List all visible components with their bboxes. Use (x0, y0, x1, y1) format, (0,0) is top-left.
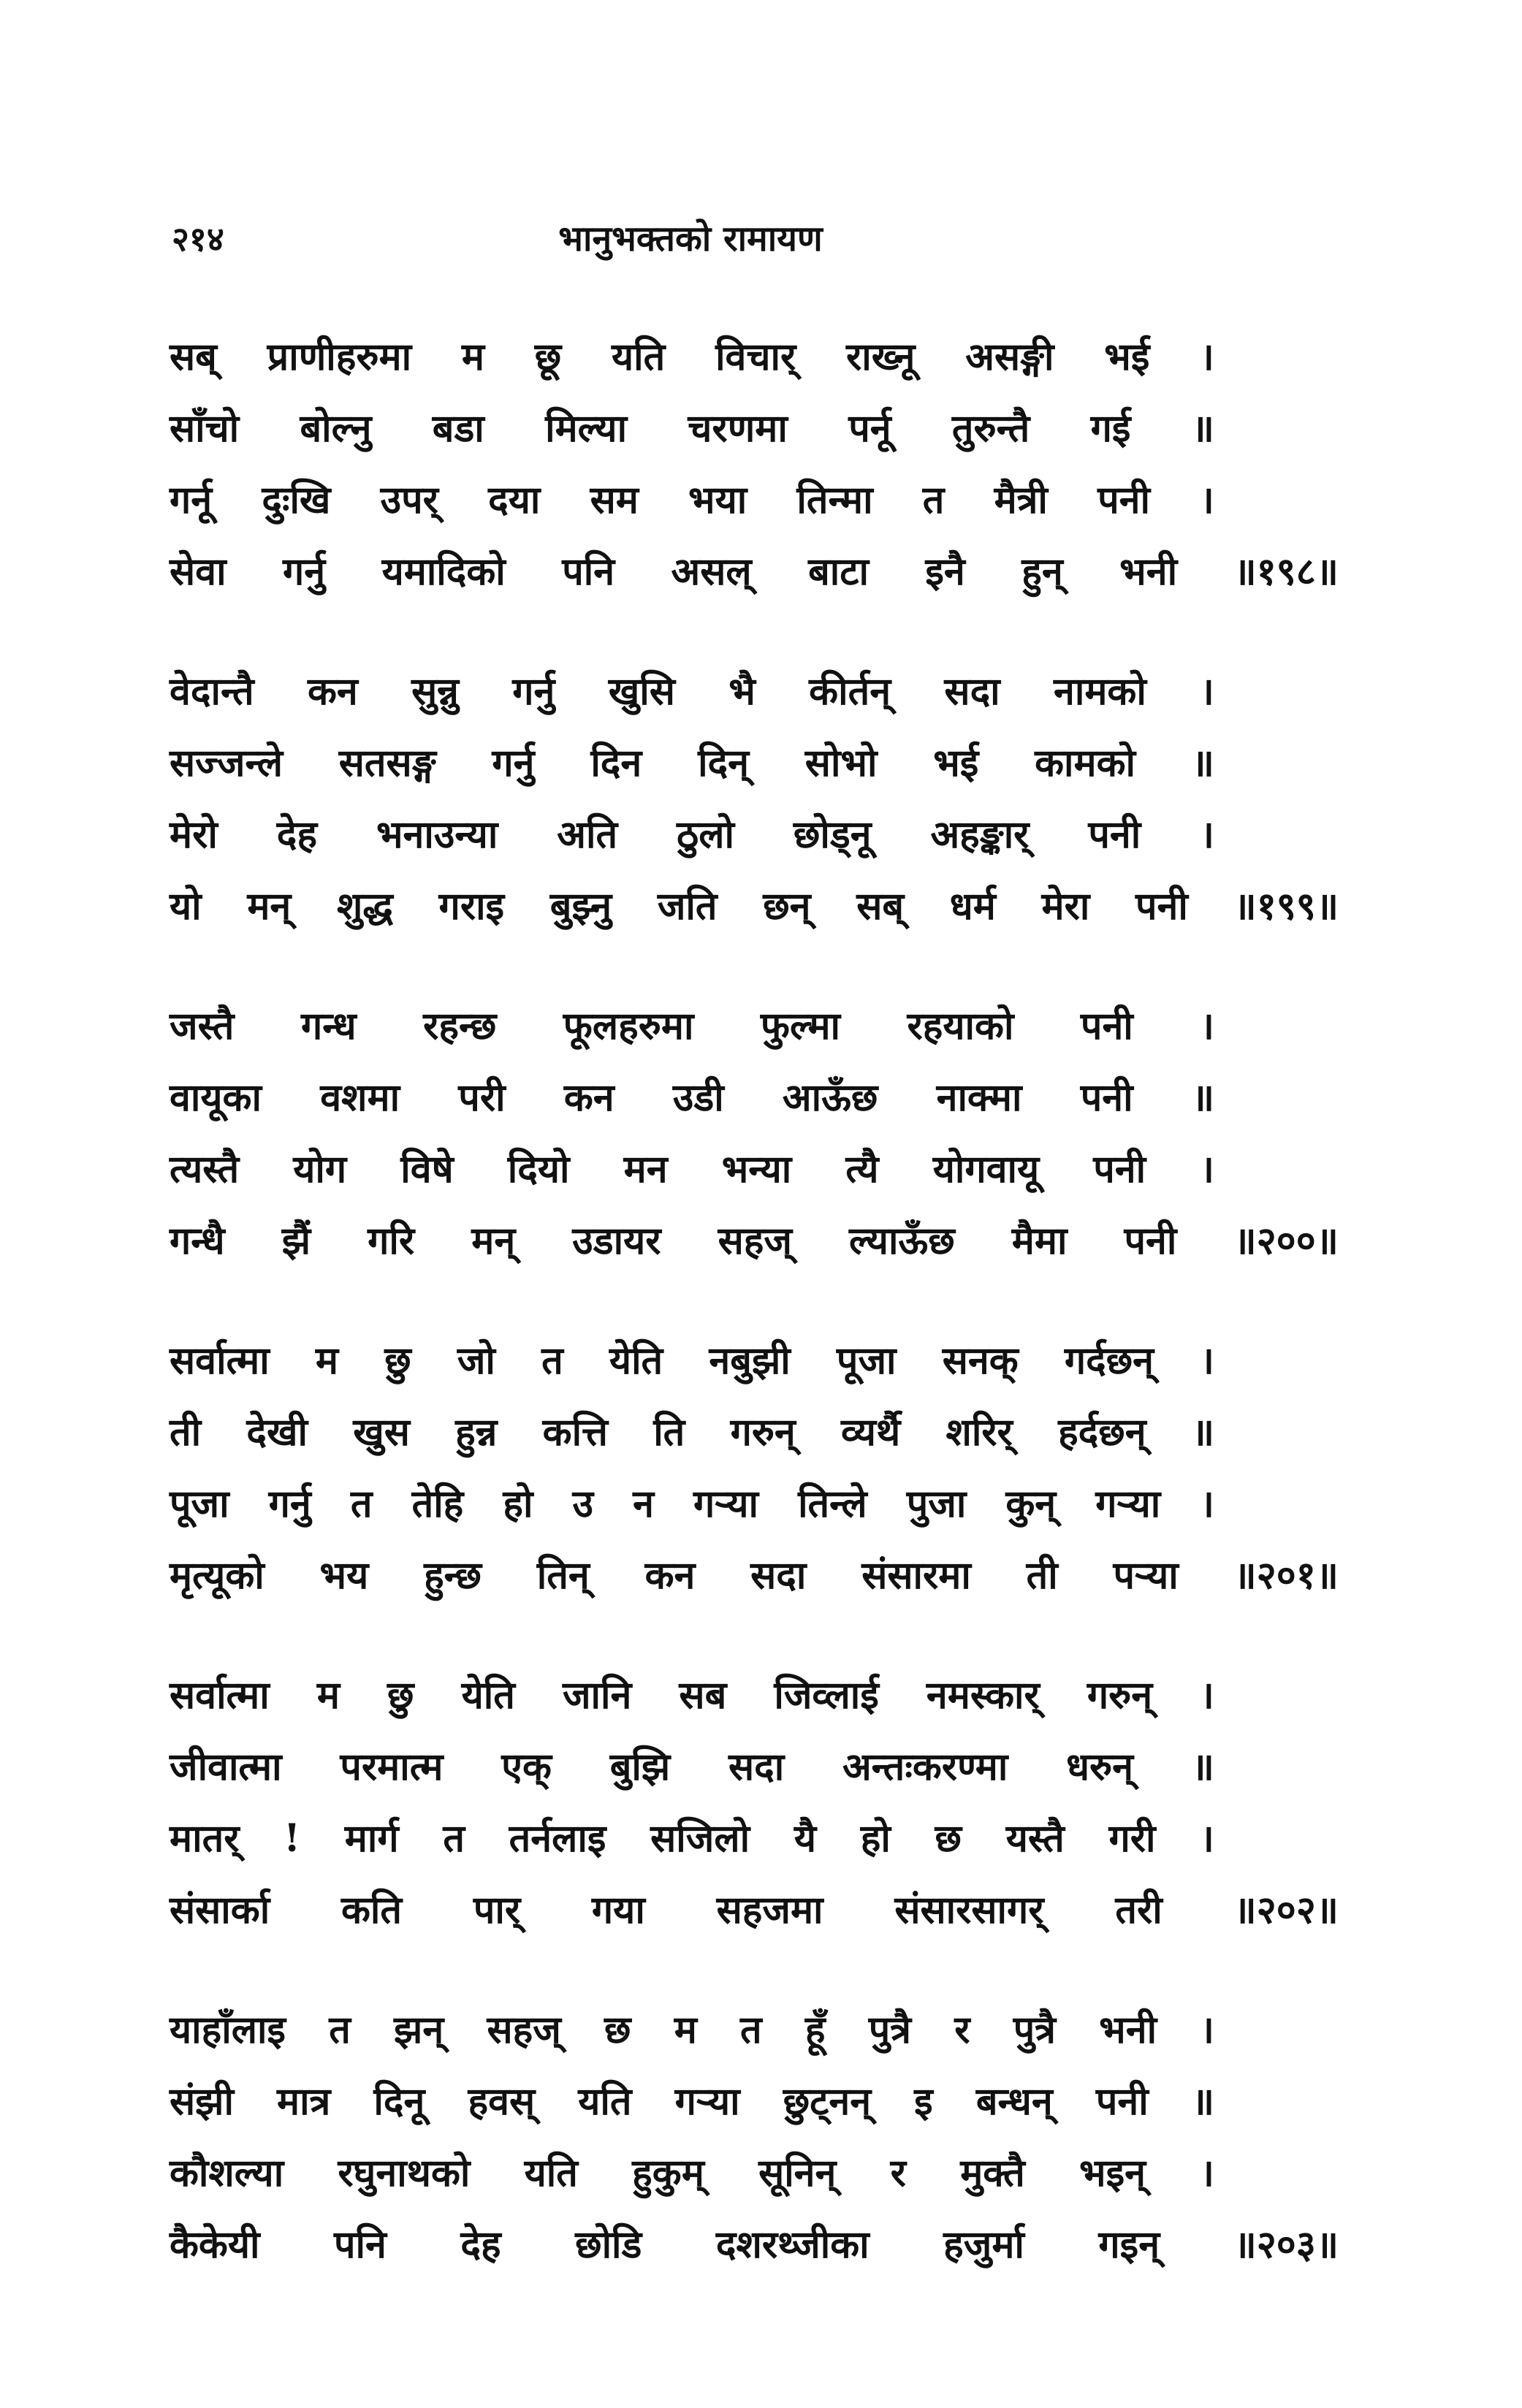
verse-word: बाटा (808, 549, 869, 594)
verse-line (170, 1994, 1214, 2066)
verse-word: फूलहरुमा (563, 1004, 694, 1048)
verse-word: देह (276, 812, 318, 857)
verse-word: सदा (750, 1553, 807, 1598)
verse-word: दुःखि (262, 478, 331, 522)
verse-line (170, 1468, 1214, 1540)
verse-word: इ (914, 2079, 933, 2124)
verse-word: जीवात्मा (170, 1745, 282, 1789)
verse-word: यमादिको (381, 549, 506, 594)
verse-word: गर्‍या (693, 1482, 758, 1526)
stanza-201 (170, 1325, 1339, 1612)
verse-word: त (922, 478, 945, 522)
verse-word: सज्जन्ले (170, 741, 283, 785)
verse-word: ॥ (1191, 2079, 1214, 2124)
verse-word: यति (578, 2079, 632, 2124)
verse-word: र (954, 2008, 970, 2052)
verse-word: गई (1090, 406, 1131, 451)
verse-word: भइन् (1079, 2151, 1146, 2195)
verse-word: हुकुम् (632, 2151, 704, 2195)
stanza-203 (170, 1994, 1339, 2281)
verse-word: यो (170, 884, 202, 929)
verse-word: गराइ (438, 884, 505, 929)
stanza-202 (170, 1660, 1339, 1946)
verse-word: रहन्छ (423, 1004, 497, 1048)
verse-word: गरि (368, 1219, 415, 1263)
verse-word: भनी (1099, 2008, 1157, 2052)
verse-line (170, 1062, 1214, 1134)
verse-word: योग (293, 1147, 347, 1192)
verse-word: छोड्नू (793, 812, 872, 857)
verse-word: गरुन् (1087, 1673, 1153, 1718)
verse-word: छ (935, 1816, 962, 1861)
verse-word: परी (458, 1075, 506, 1120)
verse-word: सहजमा (716, 1888, 823, 1932)
verse-word: । (1200, 669, 1214, 714)
page-number: २१४ (172, 219, 224, 259)
verse-line (170, 465, 1214, 536)
verse-word: ॥ (1191, 1745, 1214, 1789)
verse-word: हर्दछन् (1058, 1410, 1146, 1455)
verse-word: मेरा (1041, 884, 1090, 929)
verse-word: मैत्री (994, 478, 1048, 522)
verse-word: पनी (1097, 478, 1150, 522)
verse-word: ल्याऊँछ (849, 1219, 955, 1263)
verse-word: उडी (672, 1075, 724, 1120)
verse-word: सहज् (718, 1219, 792, 1263)
verse-word: त (740, 2008, 762, 2052)
verse-word: गर्नु (512, 669, 555, 714)
verse-word: । (1200, 1673, 1214, 1718)
verse-line-numbered (170, 1205, 1339, 1277)
verse-word: धर्म (949, 884, 996, 929)
verse-word: हुन्छ (424, 1553, 482, 1598)
verse-word: त्यस्तै (170, 1147, 240, 1192)
verse-word: सब (679, 1673, 727, 1718)
verse-word: गन्ध (300, 1004, 357, 1048)
verse-line (170, 1397, 1214, 1468)
verse-word: असङ्गी (965, 335, 1054, 379)
verse-word: गर्नु (282, 549, 326, 594)
verse-word: सदा (728, 1745, 785, 1789)
verse-word: हो (503, 1482, 533, 1526)
verse-word: गइन् (1098, 2222, 1160, 2267)
verse-word: दशरथ्जीका (715, 2222, 870, 2267)
verse-word: संसार्का (170, 1888, 270, 1932)
verse-word: इनै (925, 549, 965, 594)
verse-word: देह (460, 2222, 501, 2267)
verse-word: राख्नू (846, 335, 916, 379)
verse-word: बोल्नु (300, 406, 372, 451)
verse-word: ॥२०१॥ (1233, 1553, 1339, 1598)
verse-word: कुन् (1005, 1482, 1057, 1526)
verse-word: । (1200, 1004, 1214, 1048)
verse-word: हवस् (468, 2079, 536, 2124)
verse-word: भया (688, 478, 747, 522)
verse-word: नबुझी (709, 1338, 791, 1383)
verse-word: तिन्ले (798, 1482, 867, 1526)
verse-word: मन (623, 1147, 668, 1192)
verse-word: यस्तै (1005, 1816, 1065, 1861)
verse-word: जानि (562, 1673, 632, 1718)
verse-word: वशमा (320, 1075, 400, 1120)
verse-word: शरिर् (945, 1410, 1013, 1455)
verse-line-numbered (170, 536, 1339, 608)
verse-line (170, 2066, 1214, 2138)
verse-word: नाक्मा (936, 1075, 1022, 1120)
verse-word: पुत्रै (1013, 2008, 1056, 2052)
verse-word: । (1200, 2151, 1214, 2195)
verse-word: गरी (1108, 1816, 1156, 1861)
verse-word: याहाँलाइ (170, 2008, 286, 2052)
verse-word: ॥२०२॥ (1233, 1888, 1339, 1932)
verse-line-numbered (170, 2209, 1339, 2281)
verse-word: कति (340, 1888, 403, 1932)
verse-word: झैं (281, 1219, 311, 1263)
verse-word: आऊँछ (782, 1075, 878, 1120)
verse-word: ॥१९९॥ (1233, 884, 1339, 929)
verse-word: असल् (671, 549, 752, 594)
verse-word: अति (557, 812, 618, 857)
verse-word: साँचो (170, 406, 240, 451)
verse-word: मन् (247, 884, 292, 929)
verse-word: कन (644, 1553, 696, 1598)
verse-word: गरुन् (730, 1410, 796, 1455)
verse-word: सुन्नु (411, 669, 459, 714)
verse-word: पनी (1088, 812, 1141, 857)
verse-line (170, 1731, 1214, 1803)
verse-word: नमस्कार् (926, 1673, 1040, 1718)
verse-word: वेदान्तै (170, 669, 254, 714)
verse-line (170, 656, 1214, 728)
verse-word: रघुनाथको (338, 2151, 471, 2195)
verse-word: विषे (400, 1147, 454, 1192)
verse-word: त (329, 2008, 351, 2052)
verse-word: खुस (353, 1410, 410, 1455)
verse-word: हो (860, 1816, 891, 1861)
verse-line (170, 1134, 1214, 1205)
verse-line-numbered (170, 871, 1339, 942)
verse-word: दिन् (698, 741, 750, 785)
verse-word: व्यर्थै (841, 1410, 901, 1455)
verse-word: पनी (1080, 1075, 1133, 1120)
verse-word: गन्धै (170, 1219, 225, 1263)
verse-word: सर्वात्मा (170, 1673, 270, 1718)
verse-word: ॥१९८॥ (1233, 549, 1339, 594)
verse-word: म (461, 335, 484, 379)
verse-word: पनी (1124, 1219, 1177, 1263)
verse-word: भनी (1119, 549, 1178, 594)
verse-word: पनि (334, 2222, 387, 2267)
verse-word: बडा (432, 406, 484, 451)
verse-word: तेहि (411, 1482, 464, 1526)
verse-word: परमात्म (340, 1745, 444, 1789)
stanza-200 (170, 991, 1339, 1277)
verse-word: ती (1026, 1553, 1058, 1598)
verse-word: येति (461, 1673, 515, 1718)
verse-word: कत्ति (542, 1410, 608, 1455)
verse-word: उडायर (572, 1219, 661, 1263)
verse-word: सब् (170, 335, 217, 379)
verse-word: गर्‍या (674, 2079, 740, 2124)
verse-word: बुझि (609, 1745, 671, 1789)
verse-word: । (1200, 335, 1214, 379)
verse-word: मृत्यूको (170, 1553, 265, 1598)
verse-word: म (316, 1673, 340, 1718)
verse-word: छ (604, 2008, 631, 2052)
verse-word: पनी (1135, 884, 1188, 929)
verse-word: म (674, 2008, 697, 2052)
verse-word: । (1200, 812, 1214, 857)
verse-word: सनक् (942, 1338, 1019, 1383)
verse-word: । (1200, 478, 1214, 522)
verse-word: हूँ (804, 2008, 826, 2052)
verse-word: ॥ (1191, 741, 1214, 785)
verse-word: यति (524, 2151, 578, 2195)
verse-word: हुन्न (455, 1410, 498, 1455)
verse-line (170, 799, 1214, 871)
verse-word: पूजा (836, 1338, 897, 1383)
verse-word: मन् (471, 1219, 516, 1263)
verse-word: हजुर्मा (943, 2222, 1024, 2267)
verse-word: सेवा (170, 549, 227, 594)
verse-word: नामको (1054, 669, 1146, 714)
verse-word: शुद्ध (336, 884, 393, 929)
verse-word: । (1200, 1816, 1214, 1861)
verse-word: अहङ्कार् (930, 812, 1030, 857)
verse-word: वायूका (170, 1075, 262, 1120)
verse-word: म (315, 1338, 339, 1383)
verse-word: ठुलो (677, 812, 734, 857)
verse-body (170, 321, 1339, 2329)
verse-word: गर्नु (492, 741, 535, 785)
verse-word: छुट्नन् (783, 2079, 872, 2124)
verse-word: त (443, 1816, 465, 1861)
page-header (172, 206, 1209, 272)
stanza-199 (170, 656, 1339, 942)
verse-word: पुजा (906, 1482, 967, 1526)
verse-word: कन (563, 1075, 614, 1120)
verse-word: मातर् (170, 1816, 240, 1861)
verse-word: रहयाको (907, 1004, 1014, 1048)
verse-line (170, 728, 1214, 799)
stanza-198 (170, 321, 1339, 608)
verse-word: फुल्मा (760, 1004, 841, 1048)
verse-line (170, 1803, 1214, 1875)
verse-word: ! (284, 1816, 301, 1861)
verse-word: जति (657, 884, 718, 929)
verse-word: योगवायू (932, 1147, 1040, 1192)
verse-word: त (350, 1482, 373, 1526)
verse-word: ॥२००॥ (1233, 1219, 1339, 1263)
verse-word: सोभो (804, 741, 878, 785)
verse-line-numbered (170, 1540, 1339, 1612)
verse-line (170, 2138, 1214, 2209)
verse-word: संसारमा (861, 1553, 971, 1598)
verse-word: सदा (944, 669, 1000, 714)
verse-word: संझी (170, 2079, 234, 2124)
verse-word: तरी (1115, 1888, 1163, 1932)
verse-word: बुझ्नु (549, 884, 612, 929)
verse-word: । (1200, 1147, 1214, 1192)
verse-word: कन (308, 669, 358, 714)
verse-word: सतसङ्ग (338, 741, 436, 785)
verse-word: भई (1104, 335, 1150, 379)
verse-word: सूनिन् (758, 2151, 837, 2195)
verse-word: सहज् (487, 2008, 561, 2052)
verse-word: भय (319, 1553, 369, 1598)
verse-word: ॥ (1191, 1075, 1214, 1120)
verse-word: । (1200, 1482, 1214, 1526)
verse-word: मिल्या (545, 406, 628, 451)
verse-word: मुक्तै (960, 2151, 1025, 2195)
verse-word: येति (609, 1338, 663, 1383)
verse-word: उपर् (380, 478, 438, 522)
verse-word: भै (728, 669, 756, 714)
verse-word: र (890, 2151, 906, 2195)
verse-word: बन्धन् (975, 2079, 1053, 2124)
verse-word: सम (590, 478, 639, 522)
verse-word: । (1200, 1338, 1214, 1383)
verse-word: धरुन् (1066, 1745, 1133, 1789)
verse-word: दिनू (373, 2079, 425, 2124)
verse-word: जो (457, 1338, 495, 1383)
verse-word: खुसि (608, 669, 675, 714)
verse-word: एक् (501, 1745, 552, 1789)
running-title: भानुभक्तको रामायण (558, 218, 823, 259)
verse-word: मात्र (277, 2079, 331, 2124)
verse-word: गया (591, 1888, 645, 1932)
verse-word: पूजा (170, 1482, 229, 1526)
verse-word: मार्ग (344, 1816, 399, 1861)
verse-word: छु (384, 1338, 411, 1383)
verse-word: गर्दछन् (1064, 1338, 1154, 1383)
verse-word: ति (653, 1410, 685, 1455)
verse-word: तुरुन्तै (951, 406, 1030, 451)
verse-word: ॥ (1191, 1410, 1214, 1455)
verse-word: देखी (246, 1410, 308, 1455)
verse-line (170, 321, 1214, 393)
verse-word: छू (534, 335, 562, 379)
verse-word: चरणमा (688, 406, 788, 451)
verse-word: त (541, 1338, 563, 1383)
verse-line (170, 991, 1214, 1062)
verse-word: मेरो (170, 812, 218, 857)
verse-word: गर्‍या (1095, 1482, 1161, 1526)
verse-word: त्यै (845, 1147, 879, 1192)
verse-word: पनी (1093, 1147, 1146, 1192)
verse-word: मैमा (1011, 1219, 1068, 1263)
verse-word: कामको (1035, 741, 1136, 785)
verse-word: छोडि (575, 2222, 642, 2267)
verse-word: यति (612, 335, 666, 379)
verse-word: कीर्तन् (809, 669, 891, 714)
verse-line (170, 1660, 1214, 1731)
verse-word: सर्वात्मा (170, 1338, 270, 1383)
verse-word: कैकेयी (170, 2222, 260, 2267)
verse-word: जिव्लाई (774, 1673, 879, 1718)
verse-word: सब् (856, 884, 905, 929)
verse-word: । (1200, 2008, 1214, 2052)
verse-word: छु (387, 1673, 414, 1718)
verse-word: प्राणीहरुमा (267, 335, 412, 379)
verse-word: पर्‍या (1113, 1553, 1179, 1598)
verse-word: पुत्रै (868, 2008, 911, 2052)
verse-word: कौशल्या (170, 2151, 284, 2195)
verse-word: अन्तःकरण्मा (842, 1745, 1008, 1789)
verse-line (170, 393, 1214, 465)
verse-word: ॥२०३॥ (1233, 2222, 1339, 2267)
verse-word: छन् (763, 884, 811, 929)
verse-word: पनी (1080, 1004, 1133, 1048)
verse-word: झन् (394, 2008, 444, 2052)
verse-word: पार् (473, 1888, 521, 1932)
verse-word: हुन् (1021, 549, 1063, 594)
verse-word: भई (933, 741, 979, 785)
verse-word: संसारसागर् (894, 1888, 1044, 1932)
verse-word: सजिलो (650, 1816, 750, 1861)
verse-word: गर्नु (268, 1482, 311, 1526)
verse-word: भन्या (721, 1147, 792, 1192)
verse-word: तिन् (536, 1553, 590, 1598)
verse-word: उ (572, 1482, 594, 1526)
verse-word: यै (794, 1816, 816, 1861)
verse-word: भनाउन्या (376, 812, 498, 857)
verse-word: पर्नू (848, 406, 891, 451)
verse-word: विचार् (715, 335, 796, 379)
verse-word: गर्नू (170, 478, 213, 522)
verse-line (170, 1325, 1214, 1397)
verse-word: तिन्मा (796, 478, 873, 522)
verse-word: पनि (562, 549, 615, 594)
verse-word: तर्नलाइ (509, 1816, 606, 1861)
verse-word: ॥ (1191, 406, 1214, 451)
verse-word: दया (488, 478, 541, 522)
verse-word: पनी (1095, 2079, 1149, 2124)
verse-word: दियो (507, 1147, 570, 1192)
verse-line-numbered (170, 1875, 1339, 1946)
verse-word: जस्तै (170, 1004, 235, 1048)
verse-word: न (633, 1482, 654, 1526)
verse-word: ती (170, 1410, 202, 1455)
verse-word: दिन (590, 741, 642, 785)
